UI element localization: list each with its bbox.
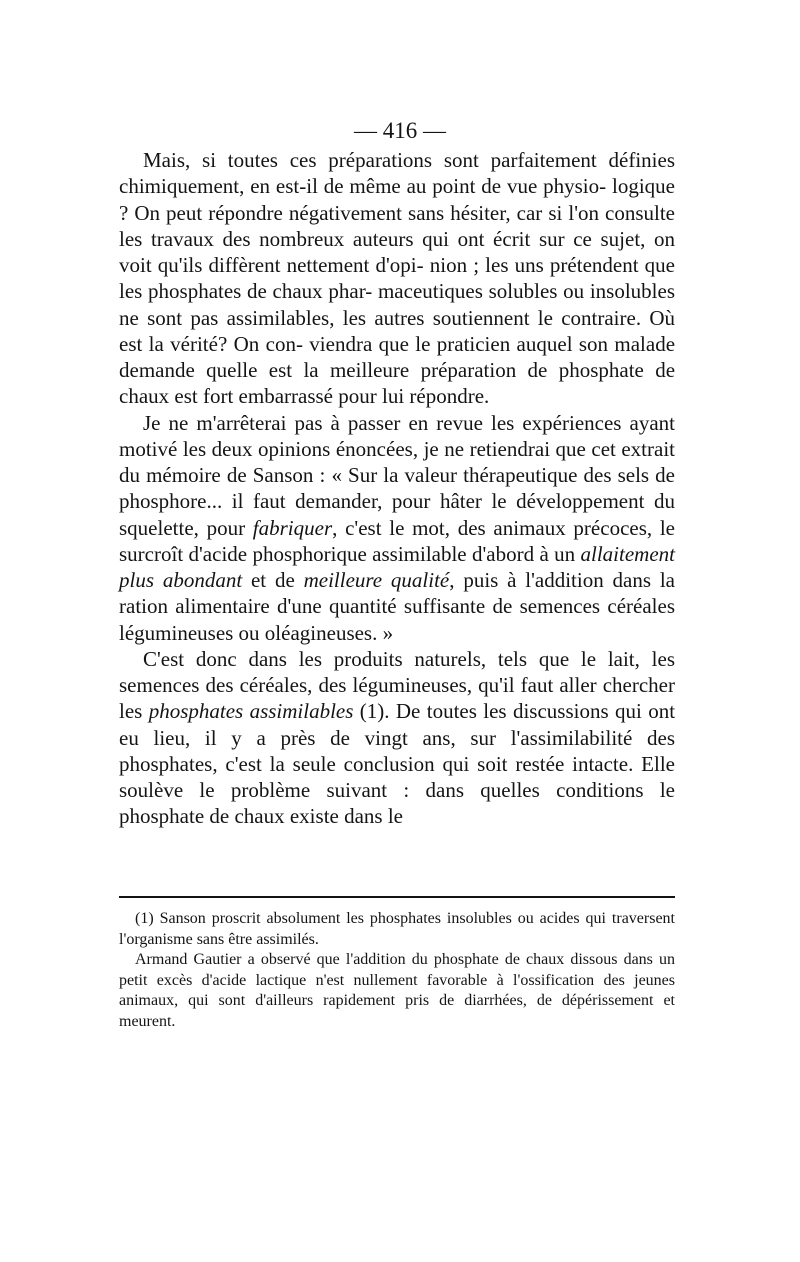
text-line: est la meilleure préparation de phosphate de chaux est fort [119,358,676,409]
text-segment: , puis à l'addition dans la ration alimentaire d'une quantité suffisante de semences céréales légumineuses ou oléagineuses. » [119,568,675,645]
text-line: si l'on consulte les travaux des nombreux auteurs qui ont [119,200,675,251]
italic-text-segment: fabriquer [252,515,333,540]
paragraph-2 [119,410,675,646]
italic-text-segment: allaitement plus abondant [119,541,675,592]
text-segment: , c'est le mot, des animaux précoces, le surcroît d'acide phosphorique assimilable d'abord à un [119,515,675,566]
text-line: écrit sur ce sujet, on voit qu'ils diffèrent nettement d'opi- [119,226,676,277]
text-line: viendra que le praticien auquel son malade demande quelle [119,331,676,382]
text-segment: C'est donc dans les produits naturels, tels que le lait, les semences des céréales, des légumineuses, qu'il faut aller chercher les [119,646,675,724]
italic-text-segment: meilleure qualité [303,568,450,592]
text-segment: Je ne m'arrêterai pas à passer en revue les expériences ayant motivé les deux opinions énoncées, je ne retiendrai que cet extrait du mémoire de Sanson : « Sur la valeur thérapeutique des sels de phosphore... il faut demander, pour hâter le développement du squelette, pour [119,410,675,540]
text-line: chimiquement, en est-il de même au point de vue physio- [119,174,607,199]
footnote-1: (1) Sanson proscrit absolument les phosphates insolubles ou acides qui traversent l'organisme sans être assimilés. [119,910,675,948]
footnotes [119,909,675,1033]
paragraph-3 [119,646,675,830]
text-segment: et de [242,568,304,592]
body-text [119,147,675,830]
italic-text-segment: phosphates assimilables [148,699,354,724]
text-line: maceutiques solubles ou insolubles ne sont pas assimilables, [119,279,676,330]
page-number: — 416 — [354,118,446,143]
text-line: nion ; les uns prétendent que les phosphates de chaux phar- [119,253,675,304]
text-line: Mais, si toutes ces préparations sont parfaitement définies [143,148,675,172]
paragraph-1 [119,147,675,410]
text-segment: (1). De toutes les discussions qui ont eu lieu, il y a près de vingt ans, sur l'assimilabilité des phosphates, c'est la seule conclusion qui soit restée intacte. Elle soulève le problème suivant : dans quelles conditions le phosphate de chaux existe dans le [119,699,676,829]
footnote-continuation: Armand Gautier a observé que l'addition du phosphate de chaux dissous dans un petit excès d'acide lactique n'est nullement favorable à l'ossification des jeunes animaux, qui sont d'ailleurs rapidement pris de diarrhées, de dépérissement et meurent. [119,951,675,1030]
footnote-separator-rule [119,896,675,898]
text-line: logique ? On peut répondre négativement sans hésiter, car [119,174,675,225]
text-line: les autres soutiennent le contraire. Où est la vérité? On con- [119,305,675,356]
text-line: embarrassé pour lui répondre. [238,384,490,409]
